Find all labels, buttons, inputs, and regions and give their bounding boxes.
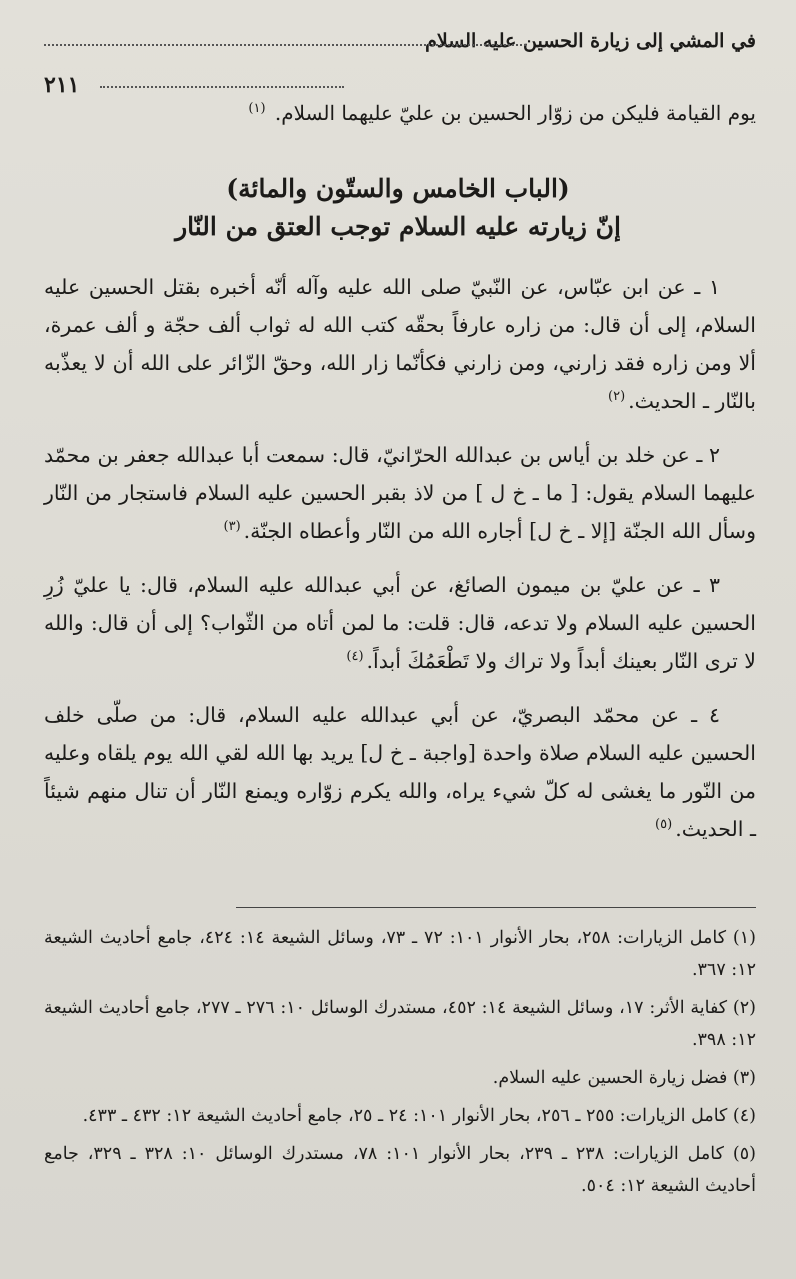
hadith-text: ٢ ـ عن خلد بن أياس بن عبدالله الحرّانيّ، قال: سمعت أبا عبدالله جعفر بن محمّد عليهما السلام يقول: [ ما ـ خ ل ] من لاذ بقبر الحسين عليه السلام فاستجار من النّار وسأل الله الجنّة [إلا ـ خ ل] أجاره الله من النّار وأعطاه الجنّة. xyxy=(44,443,756,543)
footnote-5: (٥) كامل الزيارات: ٢٣٨ ـ ٢٣٩، بحار الأنوار ١٠١: ٧٨، مستدرك الوسائل ١٠: ٣٢٨ ـ ٣٢٩، جامع أحاديث الشيعة ١٢: ٥٠٤. xyxy=(44,1144,756,1196)
footnote-3: (٣) فضل زيارة الحسين عليه السلام. xyxy=(492,1068,756,1088)
footnote-2: (٢) كفاية الأثر: ١٧، وسائل الشيعة ١٤: ٤٥٢، مستدرك الوسائل ١٠: ٢٧٦ ـ ٢٧٧، جامع أحاديث الشيعة ١٢: ٣٩٨. xyxy=(44,998,756,1050)
footnotes xyxy=(44,922,756,1208)
hadith-text: ١ ـ عن ابن عبّاس، عن النّبيّ صلى الله عليه وآله أنّه أخبره بقتل الحسين عليه السلام، إلى أن قال: من زاره عارفاً بحقّه كتب الله له ثواب ألف حجّة و ألف عمرة، ألا ومن زاره فقد زارني، ومن زارني فكأنّما زار الله، وحقّ الزّائر على الله أن لا يعذّبه بالنّار ـ الحديث. xyxy=(44,275,756,413)
footnote-divider xyxy=(236,907,756,908)
chapter-title: (الباب الخامس والستّون والمائة) xyxy=(226,174,570,203)
carryover-text: يوم القيامة فليكن من زوّار الحسين بن عليّ عليهما السلام. xyxy=(274,101,756,125)
footnote-ref: (٤) xyxy=(346,649,364,665)
hadith-paragraph-4 xyxy=(44,696,756,848)
page-number-leader-dots xyxy=(100,86,344,88)
chapter-heading xyxy=(0,170,796,246)
footnote-ref: (٥) xyxy=(655,817,673,833)
footnote-ref-1: (١) xyxy=(248,101,266,117)
chapter-subtitle: إنّ زيارته عليه السلام توجب العتق من النّار xyxy=(175,212,621,241)
chapter-body xyxy=(44,268,756,864)
footnote-4: (٤) كامل الزيارات: ٢٥٥ ـ ٢٥٦، بحار الأنوار ١٠١: ٢٤ ـ ٢٥، جامع أحاديث الشيعة ١٢: ٤٣٢ ـ ٤٣٣. xyxy=(82,1106,756,1126)
hadith-paragraph-1 xyxy=(44,268,756,420)
hadith-paragraph-2 xyxy=(44,436,756,550)
running-head-leader-dots xyxy=(44,44,526,46)
hadith-paragraph xyxy=(44,268,756,420)
hadith-paragraph xyxy=(44,566,756,680)
page-number: ٢١١ xyxy=(44,72,80,98)
carryover-line xyxy=(44,96,756,130)
hadith-text: ٣ ـ عن عليّ بن ميمون الصائغ، عن أبي عبدالله عليه السلام، قال: يا عليّ زُرِ الحسين عليه السلام ولا تدعه، قال: قلت: ما لمن أتاه من الثّواب؟ إلى أن قال: والله لا ترى النّار بعينك أبداً ولا تراك ولا تَطْعَمُكَ أبداً. xyxy=(44,573,756,673)
hadith-paragraph xyxy=(44,696,756,848)
hadith-text: ٤ ـ عن محمّد البصريّ، عن أبي عبدالله عليه السلام، قال: من صلّى خلف الحسين عليه السلام صلاة واحدة [واجبة ـ خ ل] يريد بها الله لقي الله يوم يلقاه وعليه من النّور ما يغشى له كلّ شيء يراه، والله يكرم زوّاره ويمنع النّار أن تنال منهم شيئاً ـ الحديث. xyxy=(44,703,756,841)
running-head xyxy=(44,30,756,62)
running-title: في المشي إلى زيارة الحسين عليه السلام xyxy=(425,30,756,52)
footnote-ref: (٣) xyxy=(223,519,241,535)
footnote-1: (١) كامل الزيارات: ٢٥٨، بحار الأنوار ١٠١: ٧٢ ـ ٧٣، وسائل الشيعة ١٤: ٤٢٤، جامع أحاديث الشيعة ١٢: ٣٦٧. xyxy=(44,928,756,980)
footnote-ref: (٢) xyxy=(608,389,626,405)
hadith-paragraph-3 xyxy=(44,566,756,680)
hadith-paragraph xyxy=(44,436,756,550)
